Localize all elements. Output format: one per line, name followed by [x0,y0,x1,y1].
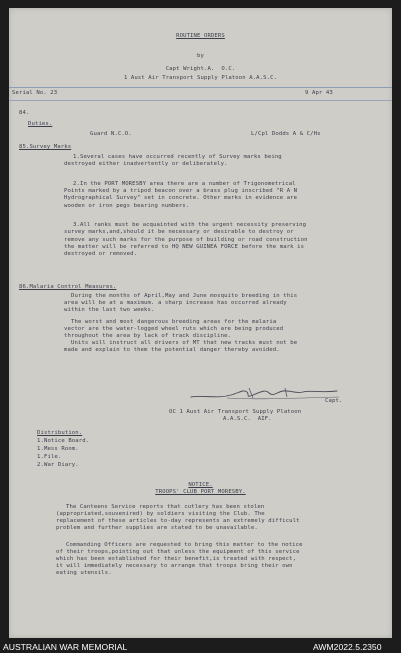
archive-footer [0,640,401,653]
text-line: problem and further supplies are stated to be unavailable. [56,525,258,531]
text-line: vector are the water-logged wheel ruts which are being produced [64,326,284,332]
text-line: remove any such marks for the purpose of building or road construction [64,237,308,243]
text-line: throughout the area by lack of track discipline. [64,333,232,339]
text-line: 1.Several cases have occurred recently of Survey marks being [73,154,282,160]
serial-number: Serial No. 23 [12,90,58,96]
notice-heading: NOTICE. [188,482,213,488]
item-number: 84. [19,110,30,116]
text-line: (appropriated,souvenired) by soldiers visiting the Club. The [56,511,265,517]
document-title: ROUTINE ORDERS [176,33,225,39]
text-line: During the months of April,May and June mosquito breeding in this [71,293,298,299]
notice-subheading: TROOPS' CLUB PORT MORESBY. [155,489,246,495]
list-item: 1.File. [37,454,62,460]
text-line: which has been established for their benefit,is treated with respect, [56,556,297,562]
text-line: 2.In the PORT MORESBY area there are a number of Trigonometrical [73,181,296,187]
section-86-heading: 86.Malaria Control Measures. [19,284,117,290]
unit-line: 1 Aust Air Transport Supply Platoon A.A.S.C. [123,75,278,81]
text-line: it will immediately necessary to arrange that troops bring their own [56,563,293,569]
header-rule-bottom [9,100,392,101]
guard-name: L/Cpl Dodds A & C/Hs [251,131,321,137]
text-line: destroyed either inadvertently or deliberately. [64,161,228,167]
signature-unit-line: OC 1 Aust Air Transport Supply Platoon [169,409,302,415]
signature-unit-sub: A.A.S.C. AIF. [223,416,272,422]
section-85-heading: 85.Survey Marks [19,144,72,150]
text-line: area will be at a maximum. a sharp increase has occurred already [64,300,287,306]
text-line: replacement of these articles to-day represents an extremely difficult [56,518,300,524]
text-line: wooden or iron pegs bearing numbers. [64,203,190,209]
archive-name: AUSTRALIAN WAR MEMORIAL [3,642,128,652]
handwritten-signature [187,386,342,402]
document-page [9,8,392,638]
text-line: Points marked by a tripod beacon over a brass plug inscribed "R A N [64,188,298,194]
text-line: within the last two weeks. [64,307,155,313]
text-line: Hydrographical Survey" set in concrete. Other marks in evidence are [64,195,298,201]
duties-heading: Duties. [28,121,53,127]
signature-rank: Capt. [325,398,343,404]
guard-label: Guard N.C.O. [90,131,132,137]
order-date: 9 Apr 43 [305,90,333,96]
text-line: survey marks,and,should it be necessary or desirable to destroy or [64,229,294,235]
text-line: 3.All ranks must be acquainted with the urgent necessity preserving [73,222,307,228]
by-line: by [197,53,204,59]
text-line: The worst and most dangerous breeding areas for the malaria [71,319,277,325]
text-line: made and explain to them the potential danger thereby avoided. [64,347,280,353]
list-item: 1.Mess Room. [37,446,79,452]
text-line: destroyed or removed. [64,251,138,257]
list-item: 2.War Diary. [37,462,79,468]
text-line: of their troops,pointing out that unless the equipment of this service [56,549,300,555]
list-item: 1.Notice Board. [37,438,90,444]
distribution-heading: Distribution. [37,430,83,436]
archive-reference: AWM2022.5.2350 [313,642,382,652]
text-line: The Canteens Service reports that cutlery has been stolen [66,504,265,510]
text-line: eating utensils. [56,570,112,576]
header-rule-top [9,87,392,88]
text-line: Units will instruct all drivers of MT that new tracks must not be [71,340,298,346]
text-line: the matter will be referred to HQ NEW GUINEA FORCE before the mark is [64,244,305,250]
officer-line: Capt Wright.A. O.C. [165,66,236,72]
text-line: Commanding Officers are requested to bring this matter to the notice [66,542,303,548]
